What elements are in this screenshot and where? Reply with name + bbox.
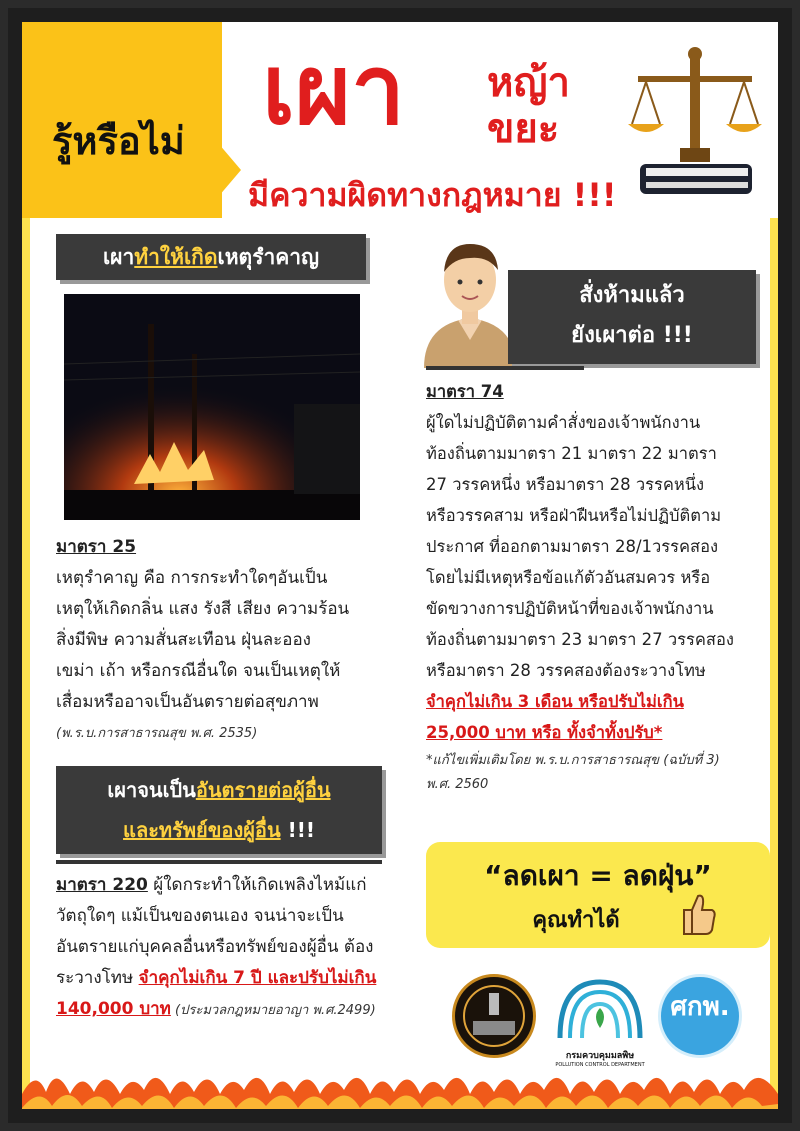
section-74-line: ผู้ใดไม่ปฏิบัติตามคำสั่งของเจ้าพนักงาน xyxy=(426,413,701,432)
section-220-line: ผู้ใดกระทำให้เกิดเพลิงไหม้แก่ xyxy=(147,875,367,895)
nuisance-box xyxy=(56,234,366,280)
section-74-title: มาตรา 74 xyxy=(426,382,504,401)
box1-title-nuisance: เหตุรำคาญ xyxy=(217,245,319,269)
section-220-first-line xyxy=(56,870,396,901)
slogan-box xyxy=(426,842,770,948)
section-74-line: 27 วรรคหนึ่ง หรือมาตรา 28 วรรคหนึ่ง xyxy=(426,475,705,494)
box1-title-cause: ทำให้เกิด xyxy=(134,245,218,269)
section-74-note-year: พ.ศ. 2560 xyxy=(426,777,489,792)
danger-box xyxy=(56,766,382,854)
section-220 xyxy=(56,870,396,1026)
ordered-box-line2: ยังเผาต่อ !!! xyxy=(571,323,693,348)
section-25 xyxy=(56,532,386,749)
section-74-line: โดยไม่มีเหตุหรือข้อแก้ตัวอันสมควร หรือ xyxy=(426,568,711,587)
pcd-subtitle: POLLUTION CONTROL DEPARTMENT xyxy=(555,1062,645,1068)
section-220-title: มาตรา 220 xyxy=(56,875,148,895)
scales-of-justice-icon xyxy=(620,36,770,208)
ordered-box xyxy=(508,270,756,364)
banner-arrow xyxy=(207,130,241,210)
section-220-line: วัตถุใดๆ แม้เป็นของตนเอง จนน่าจะเป็น xyxy=(56,906,344,926)
danger-box-text: !!! xyxy=(280,818,315,842)
regional-center-logo xyxy=(658,974,742,1058)
divider xyxy=(56,860,382,864)
section-220-fine: 140,000 บาท xyxy=(56,999,171,1019)
pcd-name: กรมควบคุมมลพิษ xyxy=(565,1051,635,1061)
section-74 xyxy=(426,376,772,796)
danger-box-highlight: และทรัพย์ของผู้อื่น xyxy=(123,818,281,842)
district-office-logo xyxy=(452,974,536,1058)
section-25-line: เหตุรำคาญ คือ การกระทำใดๆอันเป็น xyxy=(56,568,328,588)
section-74-penalty: จำคุกไม่เกิน 3 เดือน หรือปรับไม่เกิน xyxy=(426,692,684,711)
flames-decoration xyxy=(22,1064,778,1109)
section-25-line: เหตุให้เกิดกลิ่น แสง รังสี เสียง ความร้อน xyxy=(56,599,350,619)
divider xyxy=(426,366,584,370)
section-25-title: มาตรา 25 xyxy=(56,537,137,557)
danger-box-text: เผาจนเป็น xyxy=(107,778,196,802)
section-220-penalty-line2 xyxy=(56,994,396,1026)
section-25-line: สิ่งมีพิษ ความสั่นสะเทือน ฝุ่นละออง xyxy=(56,630,311,650)
section-74-line: หรือมาตรา 28 วรรคสองต้องระวางโทษ xyxy=(426,661,706,680)
section-25-line: เขม่า เถ้า หรือกรณีอื่นใด จนเป็นเหตุให้ xyxy=(56,661,341,681)
pcd-emblem-icon xyxy=(552,974,648,1044)
fire-night-image xyxy=(64,294,360,520)
slogan-subtext: คุณทำได้ xyxy=(532,908,620,933)
section-220-penalty-line xyxy=(56,963,396,994)
illegal-subtitle: มีความผิดทางกฎหมาย !!! xyxy=(248,176,617,214)
section-220-penalty: จำคุกไม่เกิน 7 ปี และปรับไม่เกิน xyxy=(138,968,377,988)
section-74-line: ประกาศ ที่ออกตามมาตรา 28/1วรรคสอง xyxy=(426,537,719,556)
section-220-citation: (ประมวลกฎหมายอาญา พ.ศ.2499) xyxy=(170,1003,376,1018)
poster-frame xyxy=(8,8,792,1123)
danger-box-highlight: อันตรายต่อผู้อื่น xyxy=(195,778,331,802)
danger-box-line2 xyxy=(56,810,382,850)
section-74-line: หรือวรรคสาม หรือฝ่าฝืนหรือไม่ปฏิบัติตาม xyxy=(426,506,722,525)
regional-center-name: ศกพ. xyxy=(670,992,730,1022)
emblem-icon xyxy=(455,977,533,1055)
ordered-box-line1: สั่งห้ามแล้ว xyxy=(579,283,685,308)
section-74-note: *แก้ไขเพิ่มเติมโดย พ.ร.บ.การสาธารณสุข (ฉบับที่ 3) xyxy=(426,753,720,768)
fire-photo xyxy=(64,294,360,520)
burn-title: เผา xyxy=(262,34,405,146)
section-220-line: อันตรายแก่บุคคลอื่นหรือทรัพย์ของผู้อื่น ต้อง xyxy=(56,937,374,957)
grass-label: หญ้า xyxy=(487,60,570,106)
section-74-line: ขัดขวางการปฏิบัติหน้าที่ของเจ้าพนักงาน xyxy=(426,599,714,618)
section-25-citation: (พ.ร.บ.การสาธารณสุข พ.ศ. 2535) xyxy=(56,726,258,741)
trash-label: ขยะ xyxy=(487,106,560,152)
box1-title-burn: เผา xyxy=(102,245,135,269)
section-220-line: ระวางโทษ xyxy=(56,968,139,988)
header xyxy=(22,22,778,218)
section-74-penalty: 25,000 บาท หรือ ทั้งจำทั้งปรับ* xyxy=(426,723,663,742)
section-25-line: เสื่อมหรืออาจเป็นอันตรายต่อสุขภาพ xyxy=(56,692,319,712)
grass-trash-title xyxy=(487,60,570,152)
thumbs-up-icon xyxy=(682,892,718,936)
slogan-text: “ลดเผา = ลดฝุ่น” xyxy=(484,859,712,892)
danger-box-line1 xyxy=(56,770,382,810)
section-74-line: ท้องถิ่นตามมาตรา 23 มาตรา 27 วรรคสอง xyxy=(426,630,734,649)
section-74-line: ท้องถิ่นตามมาตรา 21 มาตรา 22 มาตรา xyxy=(426,444,717,463)
pcd-logo xyxy=(552,974,648,1066)
did-you-know-label: รู้หรือไม่ xyxy=(52,119,185,163)
poster xyxy=(22,22,778,1109)
